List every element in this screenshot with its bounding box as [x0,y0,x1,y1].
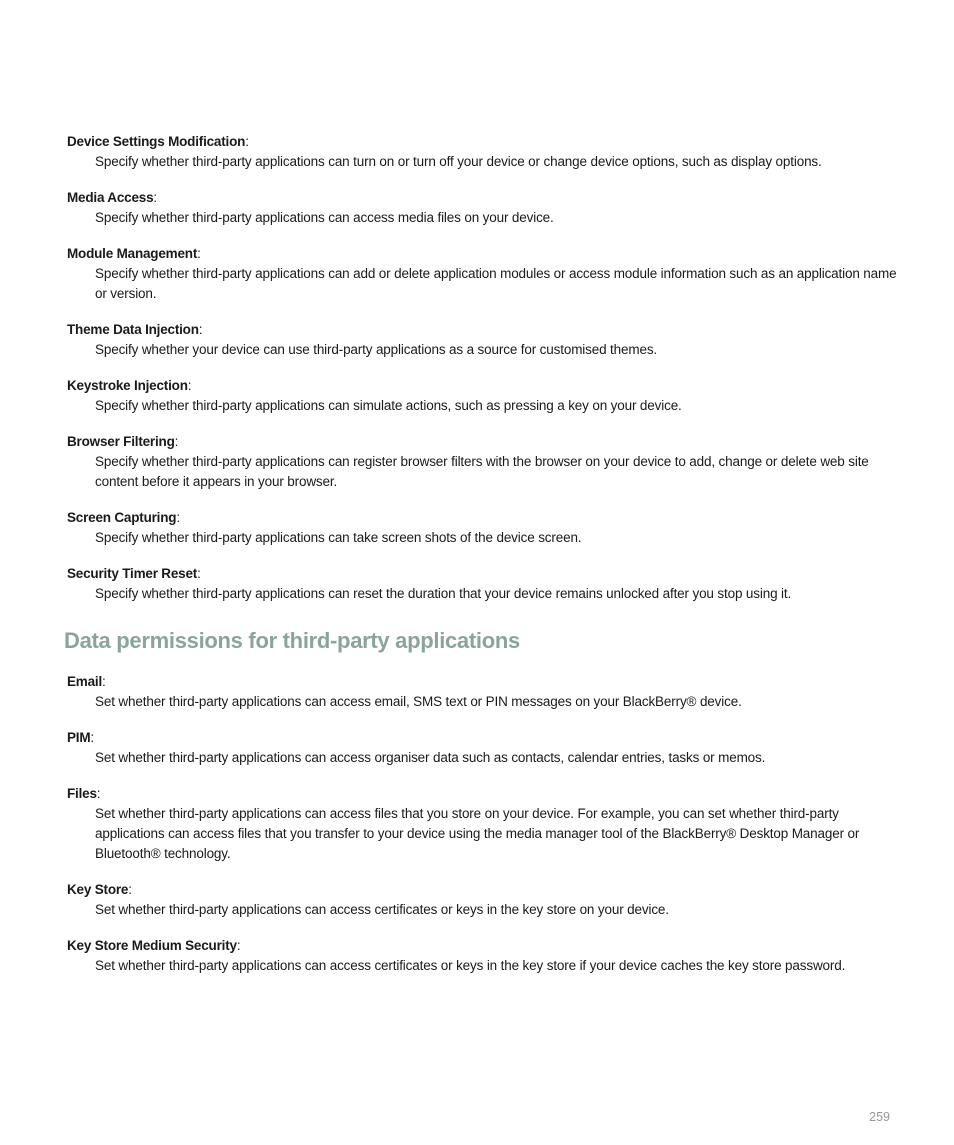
term-colon: : [198,322,203,337]
term-text: Browser Filtering [67,434,175,449]
permission-description: Set whether third-party applications can access certificates or keys in the key store on your device. [95,902,669,917]
permission-entry [67,564,897,604]
term-colon: : [187,378,192,393]
permission-term [67,784,897,804]
term-text: Email [67,674,103,689]
section-heading: Data permissions for third-party applications [64,628,520,653]
term-colon: : [197,246,201,261]
permission-term [67,508,897,528]
permission-description: Set whether third-party applications can access organiser data such as contacts, calendar entries, tasks or memos. [95,750,766,765]
permission-entry [67,672,897,712]
term-colon: : [128,882,132,897]
permission-term [67,564,897,584]
term-text: Theme Data Injection [67,322,199,337]
permission-entry [67,936,897,976]
term-text: Module Management [67,246,198,261]
page-number: 259 [869,1110,890,1124]
permission-entry [67,880,897,920]
permission-list-bottom [67,672,897,992]
permission-entry [67,432,897,492]
term-text: Key Store [67,882,129,897]
permission-list-top [67,132,897,620]
term-text: Screen Capturing [67,510,177,525]
term-text: PIM [67,730,91,745]
permission-entry [67,320,897,360]
permission-description: Set whether third-party applications can access email, SMS text or PIN messages on your BlackBerry® device. [95,694,742,709]
term-colon: : [176,510,180,525]
term-text: Key Store Medium Security [67,938,237,953]
permission-entry [67,376,897,416]
term-colon: : [153,190,157,205]
permission-term [67,244,897,264]
permission-term [67,880,897,900]
term-colon: : [96,786,101,801]
permission-entry [67,728,897,768]
term-text: Files [67,786,97,801]
permission-term [67,188,897,208]
term-text: Security Timer Reset [67,566,198,581]
permission-term [67,936,897,956]
permission-description: Set whether third-party applications can access files that you store on your device. For example, you can set whether third-party applications can access files that you transfer to your device using the media manager tool of the BlackBerry® Desktop Manager or Bluetooth® technology. [95,806,860,861]
permission-entry [67,244,897,304]
permission-description: Specify whether third-party applications can take screen shots of the device screen. [95,530,582,545]
permission-term [67,432,897,452]
permission-term [67,132,897,152]
term-colon: : [236,938,241,953]
permission-description: Specify whether third-party applications can turn on or turn off your device or change device options, such as display options. [95,154,822,169]
permission-entry [67,188,897,228]
term-colon: : [102,674,106,689]
permission-entry [67,132,897,172]
permission-term [67,376,897,396]
permission-description: Specify whether your device can use third-party applications as a source for customised themes. [95,342,658,357]
permission-term [67,672,897,692]
permission-description: Specify whether third-party applications can register browser filters with the browser on your device to add, change or delete web site content before it appears in your browser. [95,454,869,489]
permission-description: Specify whether third-party applications can access media files on your device. [95,210,554,225]
permission-term [67,728,897,748]
permission-description: Specify whether third-party applications can reset the duration that your device remains unlocked after you stop using it. [95,586,792,601]
term-colon: : [174,434,179,449]
term-colon: : [197,566,201,581]
permission-description: Specify whether third-party applications can simulate actions, such as pressing a key on your device. [95,398,682,413]
permission-entry [67,784,897,864]
permission-description: Set whether third-party applications can access certificates or keys in the key store if your device caches the key store password. [95,958,846,973]
permission-term [67,320,897,340]
term-text: Media Access [67,190,154,205]
term-colon: : [90,730,94,745]
permission-entry [67,508,897,548]
permission-description: Specify whether third-party applications can add or delete application modules or access module information such as an application name or version. [95,266,897,301]
term-text: Device Settings Modification [67,134,246,149]
term-colon: : [245,134,249,149]
term-text: Keystroke Injection [67,378,188,393]
